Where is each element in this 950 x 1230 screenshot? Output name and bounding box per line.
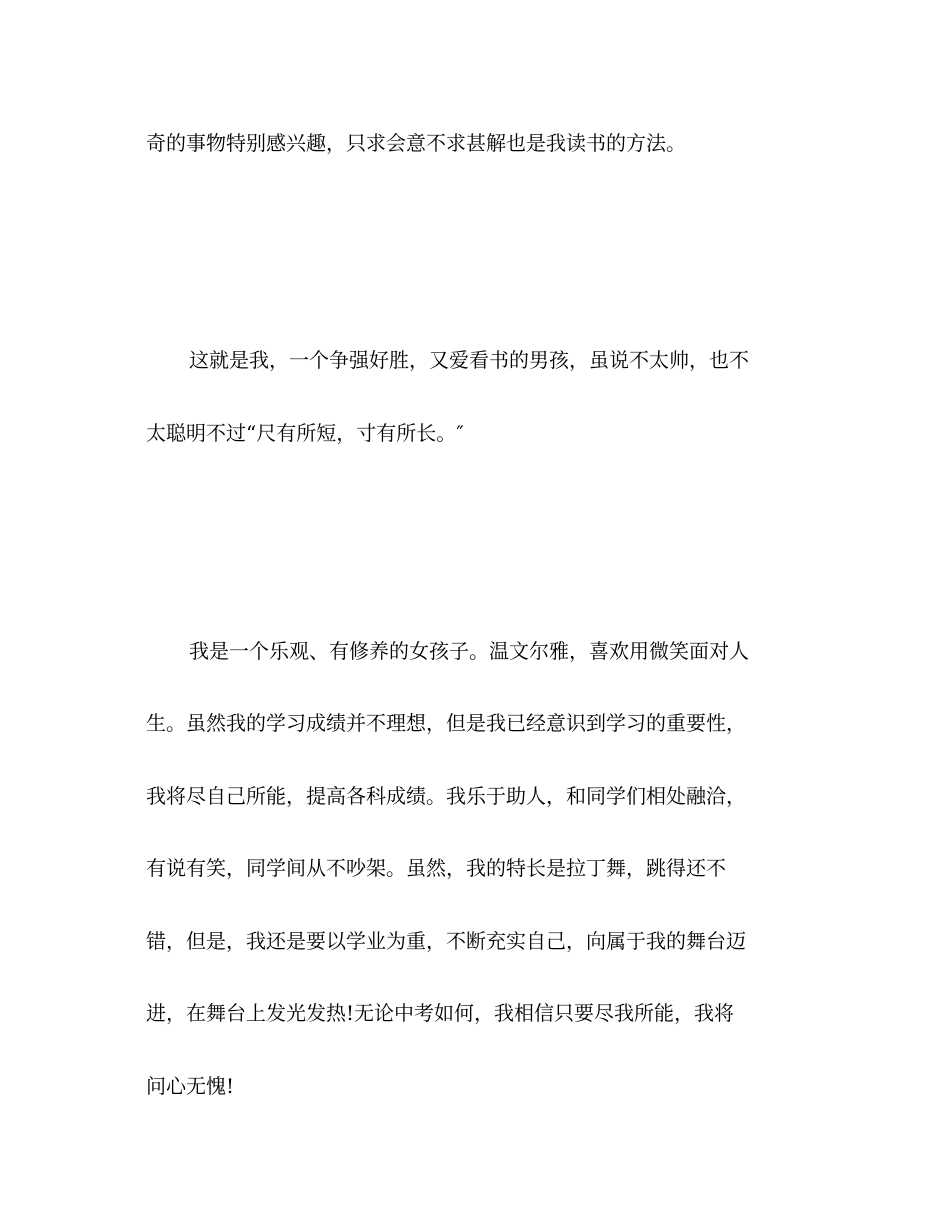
paragraph-3-line-5: 错，但是，我还是要以学业为重，不断充实自己，向属于我的舞台迈 [146,929,746,953]
paragraph-3-line-2: 生。虽然我的学习成绩并不理想，但是我已经意识到学习的重要性， [146,711,746,735]
paragraph-3-line-7: 问心无愧! [146,1074,235,1098]
paragraph-3-line-1: 我是一个乐观、有修养的女孩子。温文尔雅，喜欢用微笑面对人 [189,639,749,663]
paragraph-3-line-4: 有说有笑，同学间从不吵架。虽然，我的特长是拉丁舞，跳得还不 [146,856,726,880]
paragraph-3-line-6: 进，在舞台上发光发热!无论中考如何，我相信只要尽我所能，我将 [146,1001,735,1025]
paragraph-2-line-2: 太聪明不过“尺有所短，寸有所长。″ [146,421,464,445]
paragraph-3-line-3: 我将尽自己所能，提高各科成绩。我乐于助人，和同学们相处融洽， [146,784,746,808]
paragraph-2-line-1: 这就是我，一个争强好胜，又爱看书的男孩，虽说不太帅，也不 [189,348,749,372]
paragraph-1-line-1: 奇的事物特别感兴趣，只求会意不求甚解也是我读书的方法。 [146,131,686,155]
